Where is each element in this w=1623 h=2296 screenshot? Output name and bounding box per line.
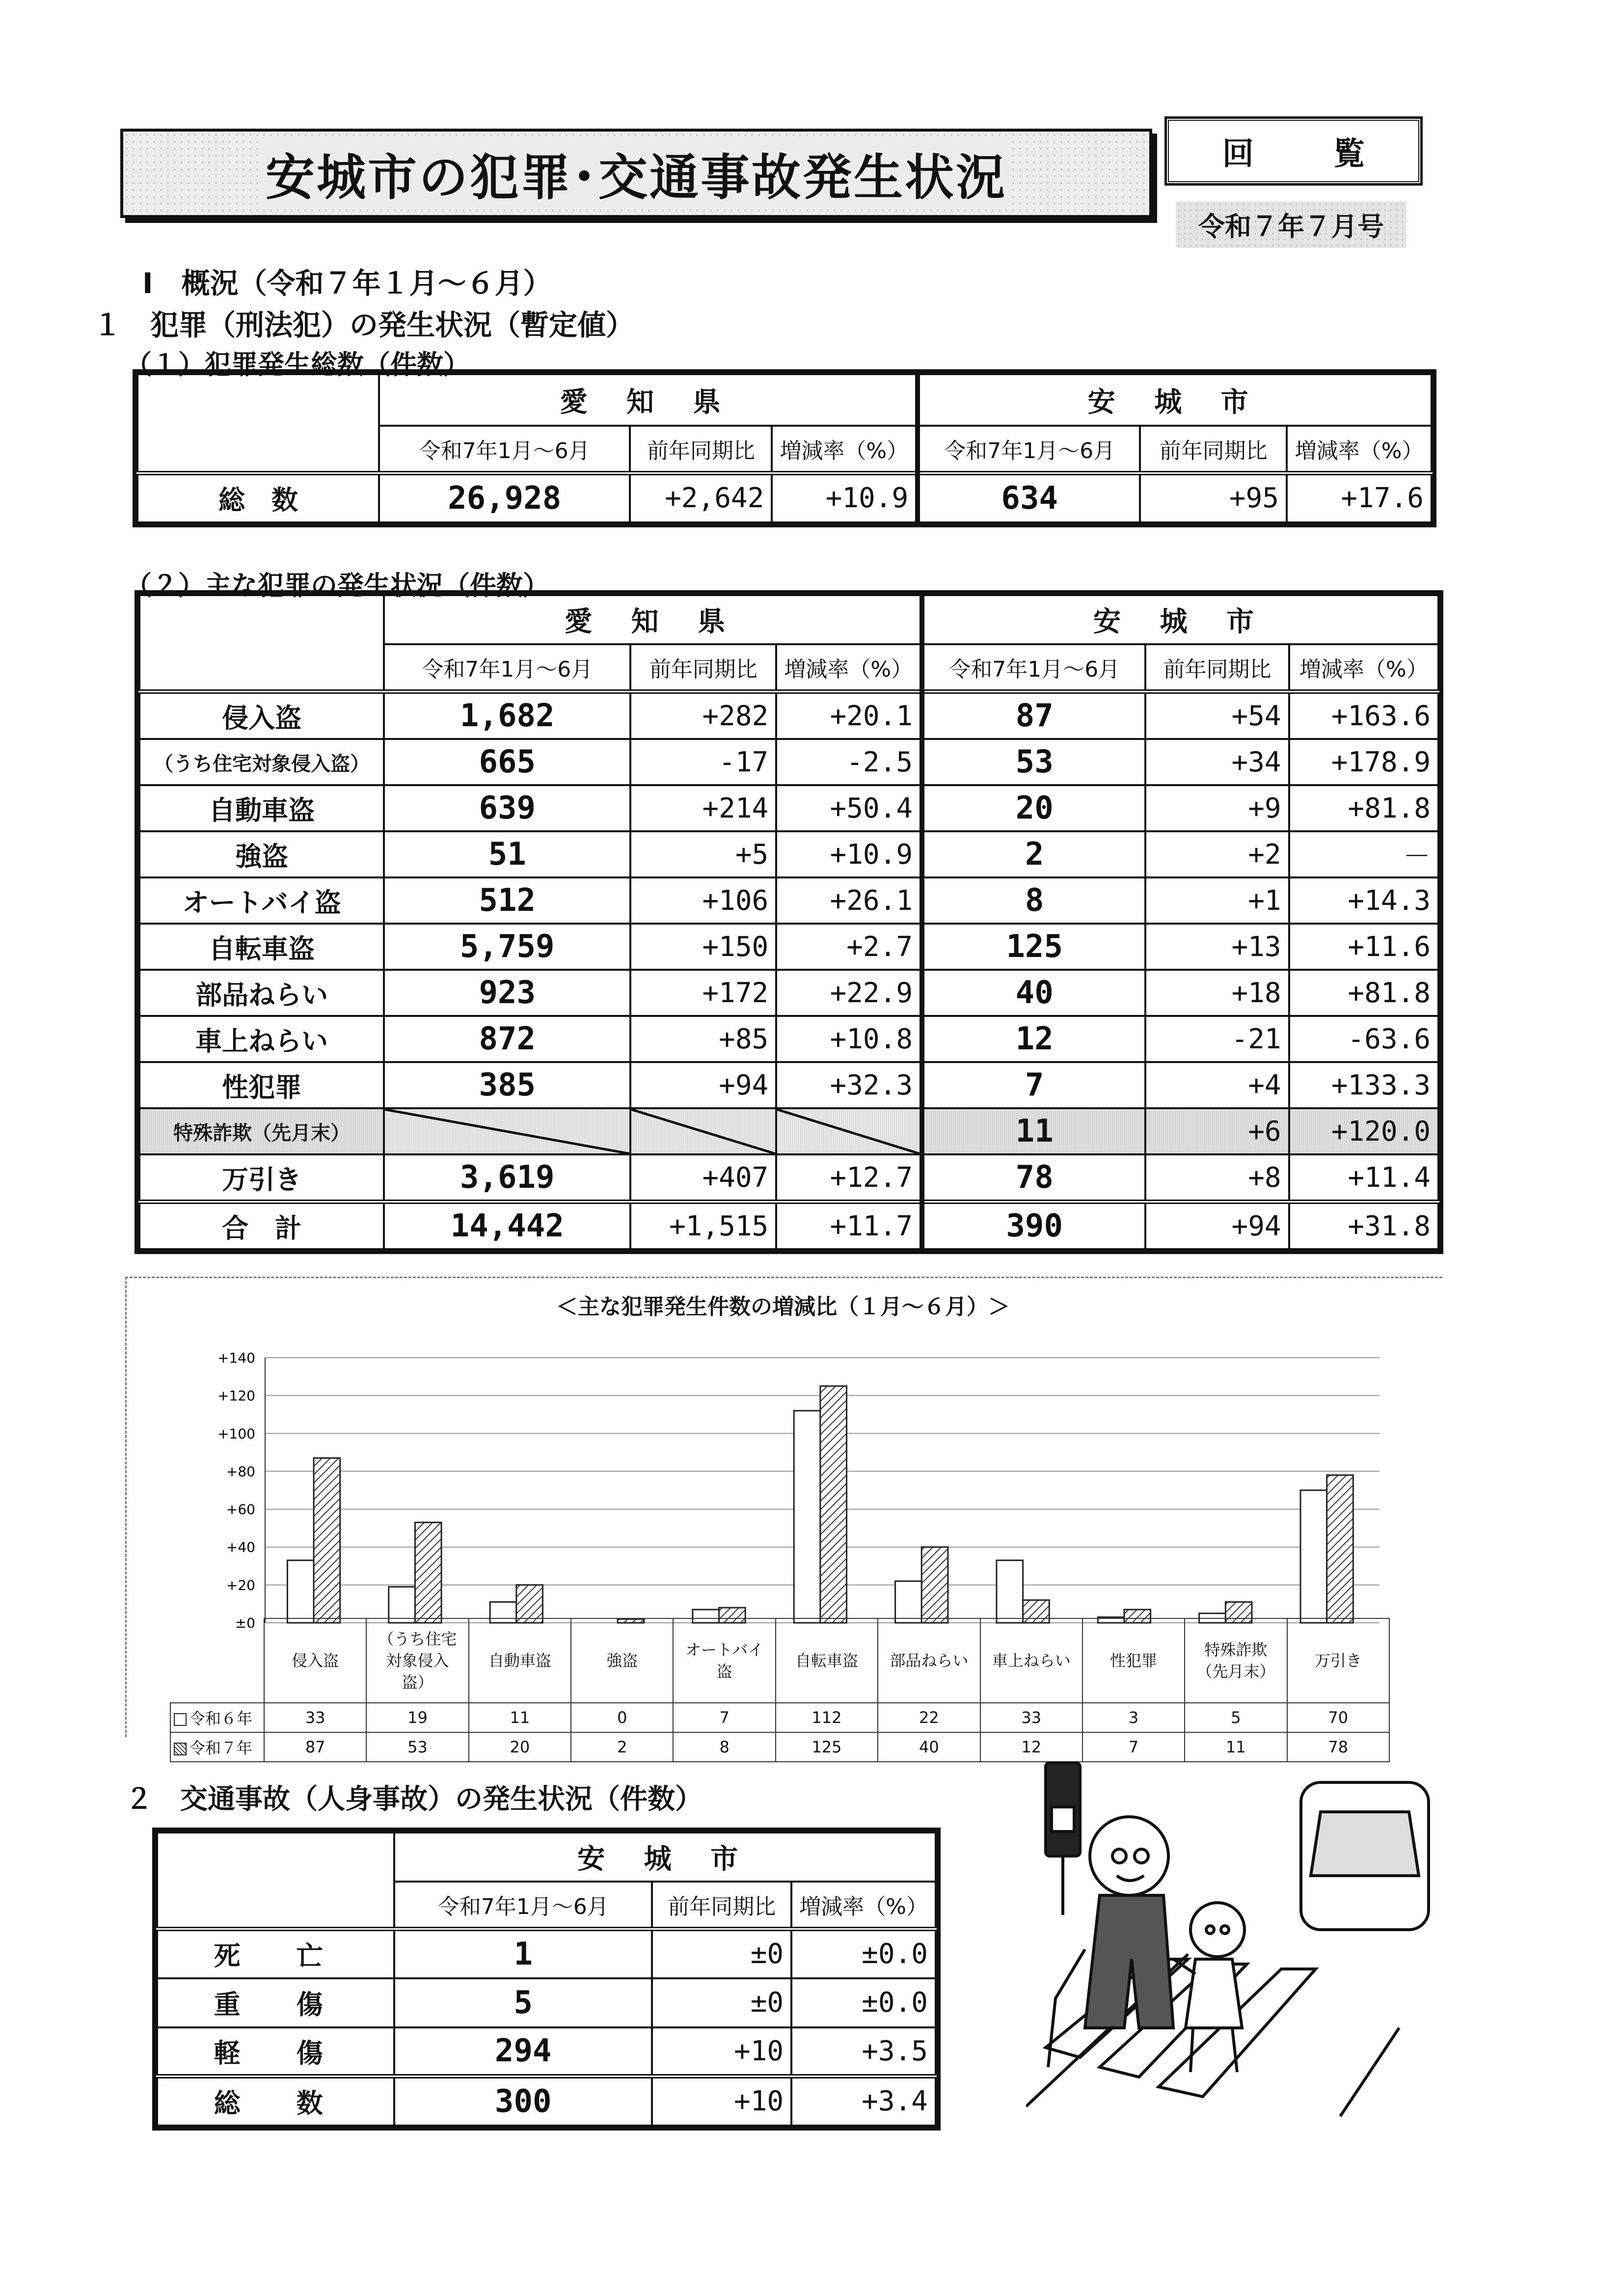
y-tick-label: +120 xyxy=(217,1388,255,1404)
bar-r6 xyxy=(997,1560,1023,1623)
cell-value: 1 xyxy=(394,1929,652,1978)
cell-value: ±0.0 xyxy=(791,1929,936,1978)
cell-value: 634 xyxy=(918,473,1140,522)
category-label-line: 特殊詐欺 xyxy=(1204,1640,1268,1659)
cell-value: 390 xyxy=(922,1202,1145,1250)
cell-value: +94 xyxy=(630,1062,776,1108)
cell-value: 5 xyxy=(394,1978,652,2027)
series-name: 令和６年 xyxy=(189,1709,253,1728)
cell-value: -21 xyxy=(1145,1016,1289,1062)
cell-value: +20.1 xyxy=(776,692,922,739)
y-tick-label: +100 xyxy=(217,1425,255,1442)
chart-category-label xyxy=(1287,1618,1389,1703)
cell-value: +4 xyxy=(1145,1062,1289,1108)
cell-value: +95 xyxy=(1140,473,1287,522)
chart-category-label xyxy=(469,1618,571,1703)
header-anjo: 安 城 市 xyxy=(918,374,1432,426)
bar-r7 xyxy=(1327,1475,1353,1623)
section-main-crimes-heading: （２）主な犯罪の発生状況（件数） xyxy=(125,570,549,601)
cell-value xyxy=(776,1108,922,1154)
table-row xyxy=(157,1929,936,1978)
legend-swatch xyxy=(174,1713,187,1726)
cell-value: +13 xyxy=(1145,924,1289,970)
cell-value: +3.4 xyxy=(791,2077,936,2126)
cell-value xyxy=(630,1108,776,1154)
cell-value: 923 xyxy=(384,970,630,1016)
row-label: 重 傷 xyxy=(157,1978,394,2027)
bar-r6 xyxy=(1300,1490,1327,1623)
row-label: 軽 傷 xyxy=(157,2027,394,2077)
cell-value: +2,642 xyxy=(630,473,772,522)
cell-value: ±0.0 xyxy=(791,1978,936,2027)
cell-value: ±0 xyxy=(652,1978,791,2027)
cell-value: 872 xyxy=(384,1016,630,1062)
data-label: 70 xyxy=(1287,1703,1389,1732)
cell-value: 639 xyxy=(384,785,630,831)
data-label: 11 xyxy=(1185,1732,1287,1762)
data-label: 2 xyxy=(571,1732,673,1762)
data-label: 87 xyxy=(264,1732,366,1762)
cell-value: +10.8 xyxy=(776,1016,922,1062)
cell-value: +11.6 xyxy=(1289,924,1438,970)
table-row xyxy=(139,970,1438,1016)
data-label: 8 xyxy=(673,1732,775,1762)
category-label-line: 車上ねらい xyxy=(992,1651,1071,1670)
y-tick-label: +140 xyxy=(217,1350,255,1366)
cell-value: +120.0 xyxy=(1289,1108,1438,1154)
row-label: 部品ねらい xyxy=(139,970,384,1016)
table-row xyxy=(139,1154,1438,1202)
data-label: 40 xyxy=(878,1732,980,1762)
cell-value: +81.8 xyxy=(1289,970,1438,1016)
cell-value: 8 xyxy=(922,877,1145,924)
cell-value: +1,515 xyxy=(630,1202,776,1250)
cell-value: +10.9 xyxy=(776,831,922,877)
data-label: 12 xyxy=(980,1732,1082,1762)
subheader-rate: 増減率（%） xyxy=(791,1882,936,1929)
cell-value: +172 xyxy=(630,970,776,1016)
y-tick-label: +60 xyxy=(226,1501,255,1518)
data-label: 19 xyxy=(366,1703,468,1732)
category-label-line: 万引き xyxy=(1314,1651,1362,1670)
row-label: 万引き xyxy=(139,1154,384,1202)
data-label: 53 xyxy=(366,1732,468,1762)
table-corner xyxy=(137,374,379,473)
cell-value: +54 xyxy=(1145,692,1289,739)
cell-value: 51 xyxy=(384,831,630,877)
legend-swatch xyxy=(174,1743,187,1755)
data-label: 112 xyxy=(776,1703,878,1732)
table-row-total xyxy=(157,2077,936,2126)
subheader-period: 令和7年1月～6月 xyxy=(394,1882,652,1929)
cell-value: － xyxy=(1289,831,1438,877)
table-row xyxy=(139,739,1438,785)
table-corner xyxy=(157,1832,394,1929)
section-overview-heading: Ⅰ 概況（令和７年１月～６月） xyxy=(142,267,552,300)
cell-value: ±0 xyxy=(652,1929,791,1978)
subheader-rate: 増減率（%） xyxy=(772,426,918,473)
cell-value: 300 xyxy=(394,2077,652,2126)
cell-value: 12 xyxy=(922,1016,1145,1062)
row-label: 自転車盗 xyxy=(139,924,384,970)
category-label-line: オートバイ xyxy=(685,1640,764,1659)
cell-value: 294 xyxy=(394,2027,652,2077)
table-row-total xyxy=(139,1202,1438,1250)
category-label-line: （うち住宅 xyxy=(378,1630,457,1648)
table-row xyxy=(139,877,1438,924)
bar-r7 xyxy=(314,1458,340,1623)
subheader-period: 令和7年1月～6月 xyxy=(379,426,630,473)
page-title: 安城市の犯罪･交通事故発生状況 xyxy=(261,138,1012,209)
header-aichi: 愛 知 県 xyxy=(379,374,918,426)
cell-value: +81.8 xyxy=(1289,785,1438,831)
table-row xyxy=(139,785,1438,831)
category-label-line: 侵入盗 xyxy=(292,1651,339,1670)
cell-value: 2 xyxy=(922,831,1145,877)
subheader-yoy: 前年同期比 xyxy=(630,426,772,473)
table-row xyxy=(139,1062,1438,1108)
cell-value: +18 xyxy=(1145,970,1289,1016)
cell-value: +6 xyxy=(1145,1108,1289,1154)
cell-value: +106 xyxy=(630,877,776,924)
series-name: 令和７年 xyxy=(189,1739,253,1757)
chart-category-label xyxy=(571,1618,673,1703)
data-label: 20 xyxy=(469,1732,571,1762)
chart-data-table xyxy=(170,1618,1390,1762)
category-label-line: 部品ねらい xyxy=(890,1651,969,1670)
chart-table-corner xyxy=(170,1618,264,1703)
cell-value: 53 xyxy=(922,739,1145,785)
cell-value: 78 xyxy=(922,1154,1145,1202)
data-label: 22 xyxy=(878,1703,980,1732)
data-label: 11 xyxy=(469,1703,571,1732)
category-label-line: （先月末） xyxy=(1196,1662,1275,1681)
cell-value: +10 xyxy=(652,2077,791,2126)
cell-value: 26,928 xyxy=(379,473,630,522)
row-label: オートバイ盗 xyxy=(139,877,384,924)
data-label: 33 xyxy=(264,1703,366,1732)
cell-value: +32.3 xyxy=(776,1062,922,1108)
cell-value: +26.1 xyxy=(776,877,922,924)
table-row xyxy=(139,831,1438,877)
main-crimes-table xyxy=(138,594,1439,1250)
cell-value: +2 xyxy=(1145,831,1289,877)
cell-value: +31.8 xyxy=(1289,1202,1438,1250)
cell-value: 40 xyxy=(922,970,1145,1016)
y-tick-label: +40 xyxy=(226,1539,255,1556)
cell-value: +10.9 xyxy=(772,473,918,522)
data-label: 33 xyxy=(980,1703,1082,1732)
row-label: 車上ねらい xyxy=(139,1016,384,1062)
cell-value: +14.3 xyxy=(1289,877,1438,924)
cell-value: +2.7 xyxy=(776,924,922,970)
cell-value: 14,442 xyxy=(384,1202,630,1250)
data-label: 7 xyxy=(673,1703,775,1732)
row-label: 侵入盗 xyxy=(139,692,384,739)
cell-value: +11.7 xyxy=(776,1202,922,1250)
y-tick-label: ±0 xyxy=(235,1615,255,1628)
cell-value: +3.5 xyxy=(791,2027,936,2077)
subheader-period: 令和7年1月～6月 xyxy=(922,644,1145,692)
cell-value: +34 xyxy=(1145,739,1289,785)
cell-value: 11 xyxy=(922,1108,1145,1154)
cell-value: -17 xyxy=(630,739,776,785)
cell-value: +1 xyxy=(1145,877,1289,924)
header-anjo: 安 城 市 xyxy=(922,595,1438,644)
category-label-line: 自動車盗 xyxy=(488,1651,551,1670)
category-label-line: 盗） xyxy=(402,1673,433,1692)
cell-value: 1,682 xyxy=(384,692,630,739)
category-label-line: 性犯罪 xyxy=(1110,1651,1158,1670)
cell-value: +9 xyxy=(1145,785,1289,831)
category-label-line: 盗 xyxy=(716,1662,732,1681)
row-label: （うち住宅対象侵入盗） xyxy=(139,739,384,785)
section-crime-total-heading: （１）犯罪発生総数（件数） xyxy=(125,349,470,380)
cell-value: +150 xyxy=(630,924,776,970)
cell-value: +407 xyxy=(630,1154,776,1202)
chart-category-label xyxy=(673,1618,775,1703)
traffic-table xyxy=(156,1831,937,2127)
table-row xyxy=(157,1978,936,2027)
subheader-yoy: 前年同期比 xyxy=(1140,426,1287,473)
subheader-yoy: 前年同期比 xyxy=(630,644,776,692)
bar-r6 xyxy=(287,1560,314,1623)
table-row xyxy=(139,1108,1438,1154)
chart-category-label xyxy=(980,1618,1082,1703)
y-tick-label: +20 xyxy=(226,1577,255,1593)
y-tick-label: +80 xyxy=(226,1463,255,1480)
cell-value: 3,619 xyxy=(384,1154,630,1202)
table-row xyxy=(139,692,1438,739)
circulation-stamp: 回 覧 xyxy=(1166,118,1421,184)
subheader-rate: 増減率（%） xyxy=(1289,644,1438,692)
data-label: 5 xyxy=(1185,1703,1287,1732)
bar-r6 xyxy=(389,1587,415,1623)
chart-title: ＜主な犯罪発生件数の増減比（１月～６月）＞ xyxy=(556,1294,1010,1319)
cell-value: 5,759 xyxy=(384,924,630,970)
cell-value: +133.3 xyxy=(1289,1062,1438,1108)
subheader-period: 令和7年1月～6月 xyxy=(384,644,630,692)
cell-value: 7 xyxy=(922,1062,1145,1108)
cell-value: +5 xyxy=(630,831,776,877)
subheader-yoy: 前年同期比 xyxy=(652,1882,791,1929)
cell-value: -2.5 xyxy=(776,739,922,785)
cell-value: -63.6 xyxy=(1289,1016,1438,1062)
bar-r7 xyxy=(820,1386,847,1623)
cell-value: 665 xyxy=(384,739,630,785)
series-legend xyxy=(170,1732,264,1762)
table-corner xyxy=(139,595,384,692)
table-row xyxy=(139,1016,1438,1062)
cell-value: +214 xyxy=(630,785,776,831)
subheader-yoy: 前年同期比 xyxy=(1145,644,1289,692)
row-label: 総 数 xyxy=(157,2077,394,2126)
page-title-box xyxy=(120,129,1152,218)
cell-value xyxy=(384,1108,630,1154)
cell-value: +85 xyxy=(630,1016,776,1062)
cell-value: +178.9 xyxy=(1289,739,1438,785)
subheader-rate: 増減率（%） xyxy=(1287,426,1432,473)
issue-label: 令和７年７月号 xyxy=(1176,201,1407,248)
category-label-line: 強盗 xyxy=(606,1651,638,1670)
cell-value: +94 xyxy=(1145,1202,1289,1250)
chart-category-row xyxy=(170,1618,1389,1703)
category-label-line: 対象侵入 xyxy=(386,1651,449,1670)
cell-value: +22.9 xyxy=(776,970,922,1016)
subheader-rate: 増減率（%） xyxy=(776,644,922,692)
cell-value: +10 xyxy=(652,2027,791,2077)
crime-ratio-bar-chart xyxy=(182,1348,1419,1628)
cell-value: 87 xyxy=(922,692,1145,739)
cell-value: +50.4 xyxy=(776,785,922,831)
bar-r6 xyxy=(895,1581,922,1623)
chart-category-label xyxy=(1185,1618,1287,1703)
table-row xyxy=(157,2027,936,2077)
bar-r6 xyxy=(794,1411,820,1623)
row-label: 性犯罪 xyxy=(139,1062,384,1108)
crosswalk-illustration xyxy=(1026,1753,1443,2126)
series-legend xyxy=(170,1703,264,1732)
cell-value: +11.4 xyxy=(1289,1154,1438,1202)
cell-value: +12.7 xyxy=(776,1154,922,1202)
chart-category-label xyxy=(878,1618,980,1703)
header-aichi: 愛 知 県 xyxy=(384,595,922,644)
row-label: 自動車盗 xyxy=(139,785,384,831)
data-label: 125 xyxy=(776,1732,878,1762)
cell-value: 385 xyxy=(384,1062,630,1108)
bar-r7 xyxy=(415,1523,441,1623)
subheader-period: 令和7年1月～6月 xyxy=(918,426,1140,473)
data-label: 0 xyxy=(571,1703,673,1732)
chart-category-label xyxy=(1082,1618,1185,1703)
bar-r7 xyxy=(516,1585,543,1623)
cell-value: +8 xyxy=(1145,1154,1289,1202)
data-label: 7 xyxy=(1082,1732,1185,1762)
cell-value: +282 xyxy=(630,692,776,739)
row-label: 死 亡 xyxy=(157,1929,394,1978)
row-label: 総 数 xyxy=(137,473,379,522)
section-crime-heading: １ 犯罪（刑法犯）の発生状況（暫定値） xyxy=(93,308,635,342)
table-row xyxy=(139,924,1438,970)
section-traffic-heading: ２ 交通事故（人身事故）の発生状況（件数） xyxy=(125,1783,703,1815)
chart-category-label xyxy=(366,1618,468,1703)
data-label: 78 xyxy=(1287,1732,1389,1762)
cell-value: +17.6 xyxy=(1287,473,1432,522)
cell-value: 20 xyxy=(922,785,1145,831)
row-label: 特殊詐欺（先月末） xyxy=(139,1108,384,1154)
row-label: 強盗 xyxy=(139,831,384,877)
chart-category-label xyxy=(776,1618,878,1703)
row-label: 合 計 xyxy=(139,1202,384,1250)
header-anjo: 安 城 市 xyxy=(394,1832,936,1882)
crime-total-table xyxy=(136,373,1433,523)
category-label-line: 自転車盗 xyxy=(795,1651,858,1670)
chart-category-label xyxy=(264,1618,366,1703)
data-label: 3 xyxy=(1082,1703,1185,1732)
chart-series-row xyxy=(170,1703,1389,1732)
cell-value: +163.6 xyxy=(1289,692,1438,739)
cell-value: 125 xyxy=(922,924,1145,970)
cell-value: 512 xyxy=(384,877,630,924)
bar-r7 xyxy=(921,1547,948,1623)
